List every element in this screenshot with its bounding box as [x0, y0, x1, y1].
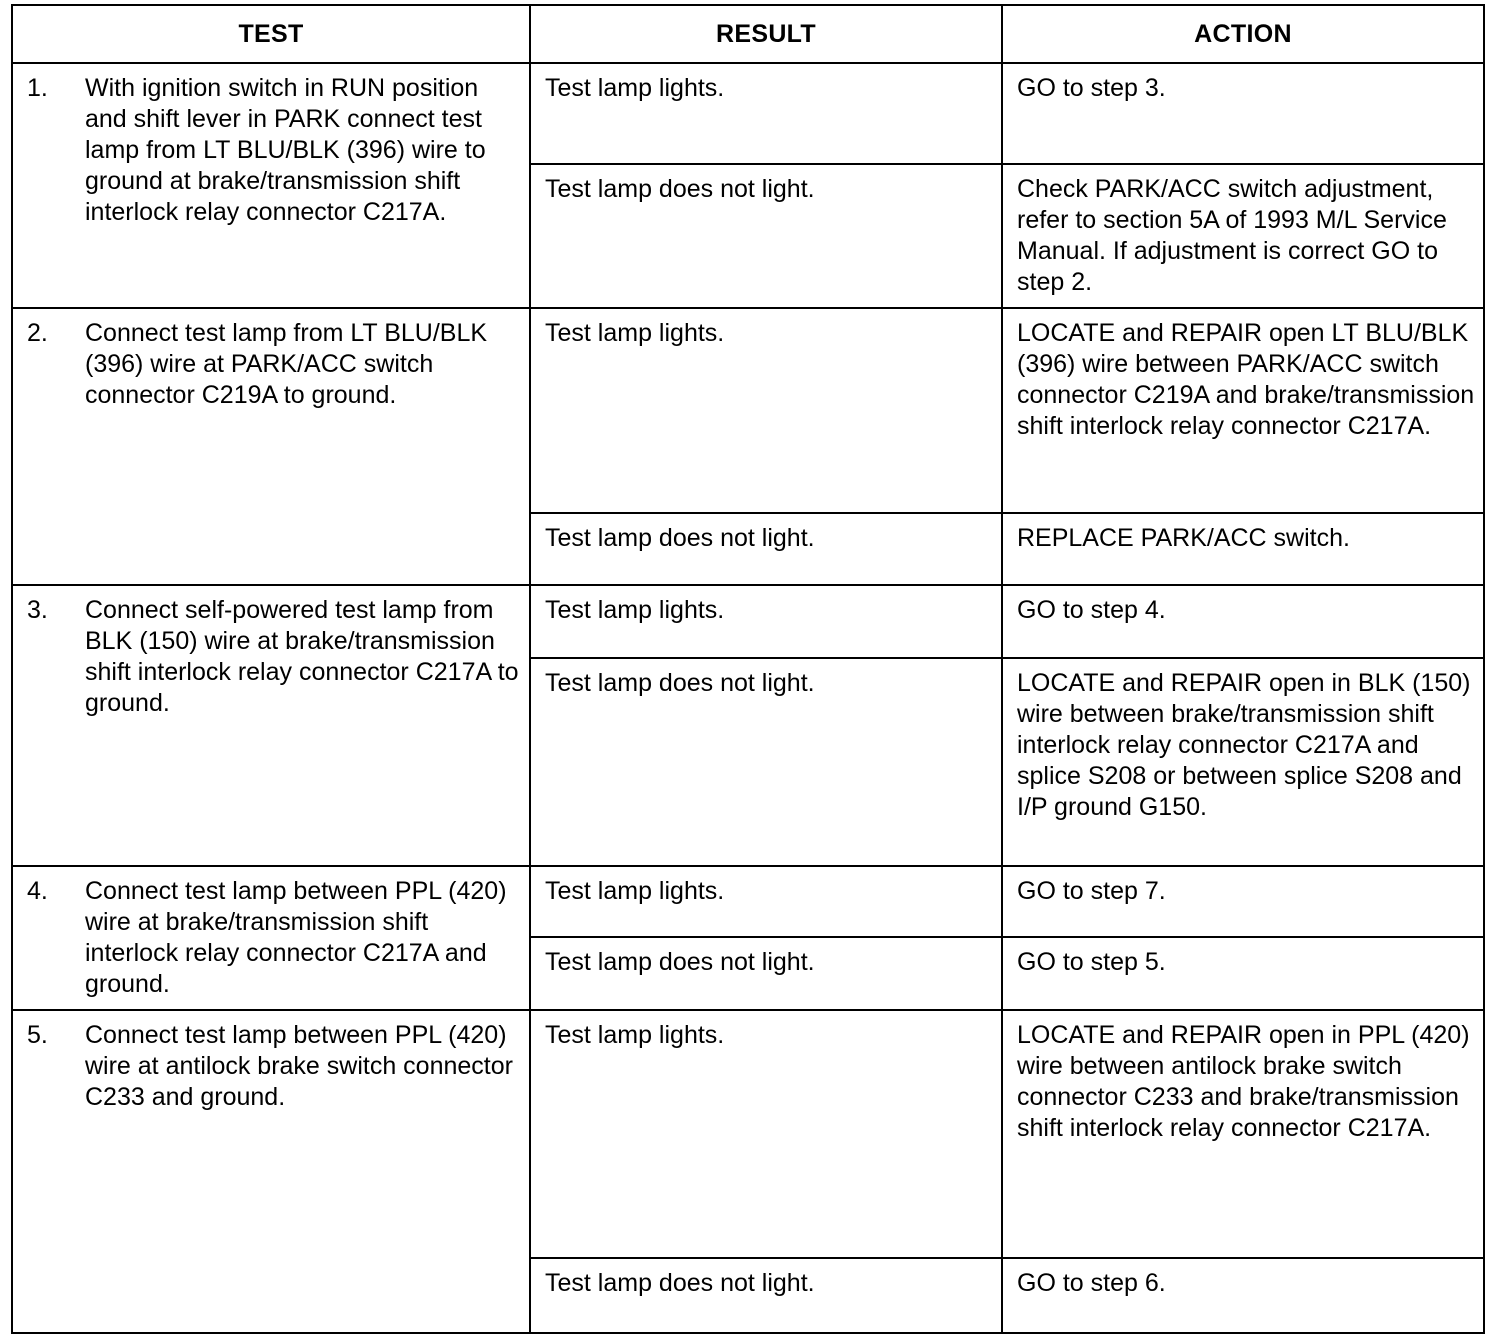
action-cell: Check PARK/ACC switch adjustment, refer to section 5A of 1993 M/L Service Manual. If adjustment is correct GO to step 2.	[1002, 164, 1484, 308]
test-cell	[12, 308, 530, 585]
test-cell	[12, 1010, 530, 1333]
result-cell: Test lamp lights.	[530, 63, 1002, 164]
step-number: 2.	[27, 319, 48, 347]
header-result: RESULT	[530, 5, 1002, 63]
test-description: Connect self-powered test lamp from BLK (150) wire at brake/transmission shift interlock relay connector C217A to ground.	[85, 596, 519, 717]
step-number: 4.	[27, 877, 48, 905]
result-cell: Test lamp lights.	[530, 1010, 1002, 1258]
action-cell: GO to step 3.	[1002, 63, 1484, 164]
test-cell	[12, 585, 530, 866]
action-cell: GO to step 4.	[1002, 585, 1484, 658]
table-row	[12, 866, 1484, 937]
table-row	[12, 63, 1484, 164]
diagnostic-table	[11, 4, 1485, 1334]
action-cell: GO to step 6.	[1002, 1258, 1484, 1333]
action-cell: LOCATE and REPAIR open in PPL (420) wire between antilock brake switch connector C233 and brake/transmission shift interlock relay connector C217A.	[1002, 1010, 1484, 1258]
test-description: Connect test lamp between PPL (420) wire at antilock brake switch connector C233 and ground.	[85, 1021, 513, 1111]
result-cell: Test lamp does not light.	[530, 658, 1002, 866]
action-cell: GO to step 5.	[1002, 937, 1484, 1010]
result-cell: Test lamp does not light.	[530, 937, 1002, 1010]
table-row	[12, 308, 1484, 513]
result-cell: Test lamp does not light.	[530, 1258, 1002, 1333]
step-number: 3.	[27, 596, 48, 624]
header-test: TEST	[12, 5, 530, 63]
test-cell	[12, 866, 530, 1010]
result-cell: Test lamp does not light.	[530, 513, 1002, 585]
table-row	[12, 1010, 1484, 1258]
result-cell: Test lamp does not light.	[530, 164, 1002, 308]
action-cell: LOCATE and REPAIR open in BLK (150) wire between brake/transmission shift interlock relay connector C217A and splice S208 or between splice S208 and I/P ground G150.	[1002, 658, 1484, 866]
result-cell: Test lamp lights.	[530, 308, 1002, 513]
action-cell: REPLACE PARK/ACC switch.	[1002, 513, 1484, 585]
result-cell: Test lamp lights.	[530, 866, 1002, 937]
header-row	[12, 5, 1484, 63]
test-description: Connect test lamp between PPL (420) wire at brake/transmission shift interlock relay connector C217A and ground.	[85, 877, 507, 998]
test-cell	[12, 63, 530, 308]
result-cell: Test lamp lights.	[530, 585, 1002, 658]
step-number: 5.	[27, 1021, 48, 1049]
action-cell: LOCATE and REPAIR open LT BLU/BLK (396) wire between PARK/ACC switch connector C219A and brake/transmission shift interlock relay connector C217A.	[1002, 308, 1484, 513]
test-description: Connect test lamp from LT BLU/BLK (396) wire at PARK/ACC switch connector C219A to ground.	[85, 319, 488, 409]
action-cell: GO to step 7.	[1002, 866, 1484, 937]
step-number: 1.	[27, 74, 48, 102]
header-action: ACTION	[1002, 5, 1484, 63]
table-row	[12, 585, 1484, 658]
test-description: With ignition switch in RUN position and shift lever in PARK connect test lamp from LT BLU/BLK (396) wire to ground at brake/transmission shift interlock relay connector C217A.	[85, 74, 486, 226]
